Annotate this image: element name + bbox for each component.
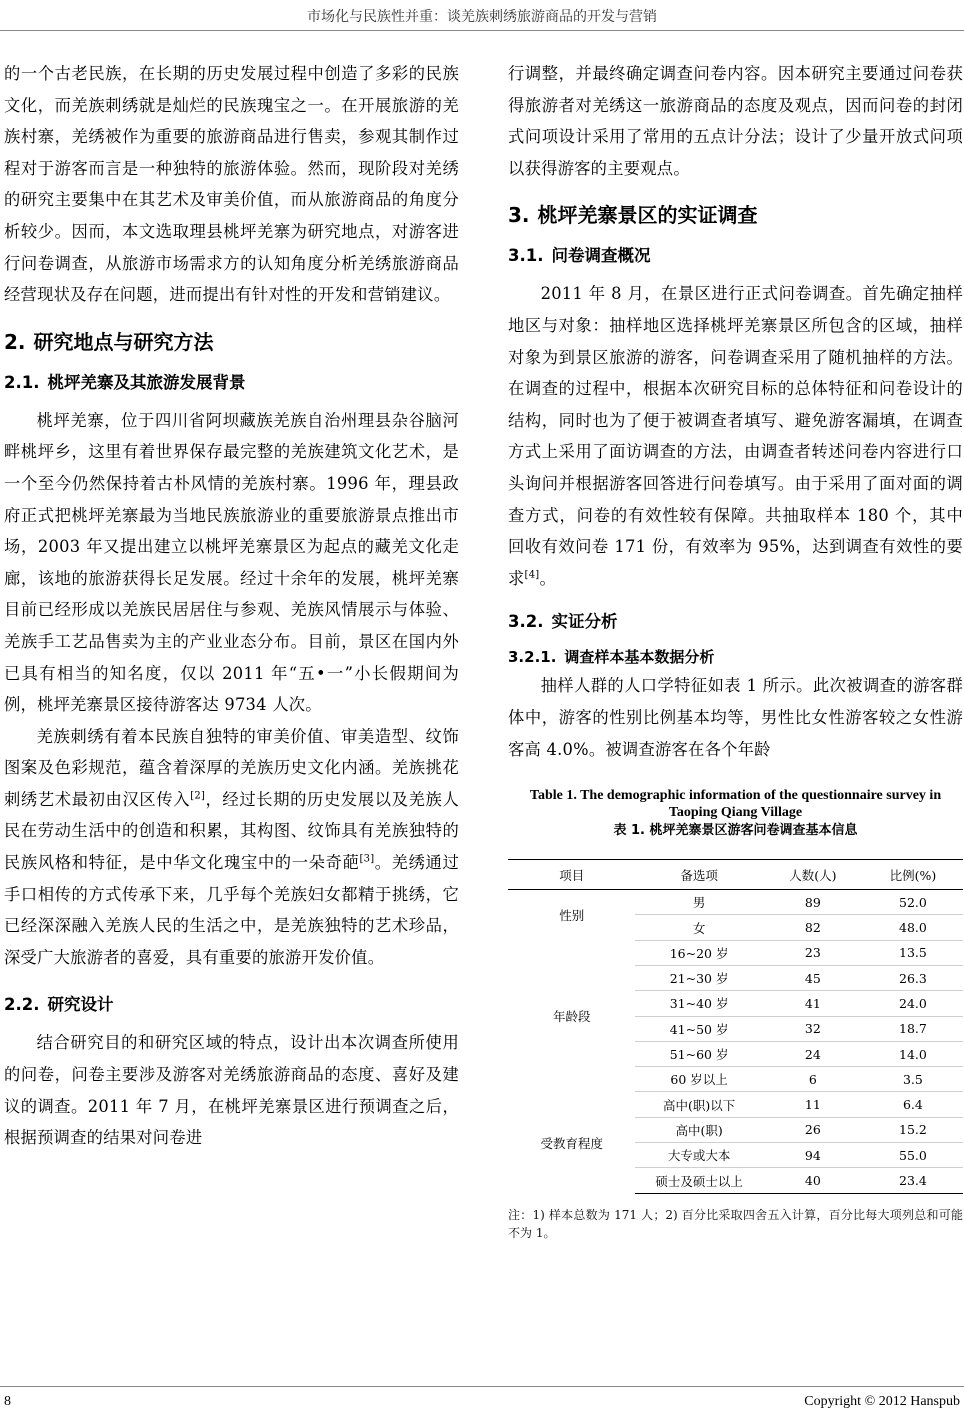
citation-4[interactable]: [4] xyxy=(524,569,540,581)
page-number: 8 xyxy=(4,1394,11,1409)
count-cell: 89 xyxy=(763,890,863,915)
section-2-1-heading xyxy=(4,369,459,397)
table-body xyxy=(508,890,963,1194)
percent-cell: 18.7 xyxy=(863,1016,963,1041)
option-cell: 高中(职)以下 xyxy=(635,1092,762,1117)
text-span: 2011 年 8 月，在景区进行正式问卷调查。首先确定抽样地区与对象：抽样地区选择桃坪羌寨景区所包含的区域，抽样对象为到景区旅游的游客，问卷调查采用了随机抽样的方法。在调查的过程中，根据本次研究目标的总体特征和问卷设计的结构，同时也为了便于被调查者填写、避免游客漏填，在调查方式上采用了面访调查的方法，由调查者转述问卷内容进行口头询问并根据游客回答进行问卷填写。由于采用了面对面的调查方式，问卷的有效性较有保障。共抽取样本 180 个，其中回收有效问卷 171 份，有效率为 95%，达到调查有效性的要求 xyxy=(508,284,963,588)
copyright-notice: Copyright © 2012 Hanspub xyxy=(804,1394,960,1409)
percent-cell: 55.0 xyxy=(863,1143,963,1168)
section-3-2-1-number: 3.2.1. xyxy=(508,648,557,667)
header-divider xyxy=(0,30,964,31)
section-2-2-number: 2.2. xyxy=(4,995,40,1015)
count-cell: 82 xyxy=(763,915,863,940)
percent-cell: 13.5 xyxy=(863,940,963,965)
section-3-1-title: 问卷调查概况 xyxy=(551,246,651,266)
table-header-row xyxy=(508,860,963,890)
count-cell: 26 xyxy=(763,1117,863,1142)
table-note: 注：1) 样本总数为 171 人；2) 百分比采取四舍五入计算，百分比每大项列总和可能不为 1。 xyxy=(508,1207,963,1240)
section-2-1-number: 2.1. xyxy=(4,372,40,392)
intro-paragraph: 的一个古老民族，在长期的历史发展过程中创造了多彩的民族文化，而羌族刺绣就是灿烂的民族瑰宝之一。在开展旅游的羌族村寨，羌绣被作为重要的旅游商品进行售卖，参观其制作过程对于游客而言是一种独特的旅游体验。然而，现阶段对羌绣的研究主要集中在其艺术及审美价值，而从旅游商品的角度分析较少。因而，本文选取理县桃坪羌寨为研究地点，对游客进行问卷调查，从旅游市场需求方的认知角度分析羌绣旅游商品经营现状及存在问题，进而提出有针对性的开发和营销建议。 xyxy=(4,64,459,305)
count-cell: 40 xyxy=(763,1168,863,1193)
percent-cell: 3.5 xyxy=(863,1067,963,1092)
footer-divider xyxy=(0,1386,964,1387)
option-cell: 21~30 岁 xyxy=(635,965,762,990)
column-header-item: 项目 xyxy=(508,860,635,890)
count-cell: 24 xyxy=(763,1041,863,1066)
count-cell: 32 xyxy=(763,1016,863,1041)
section-3-2-number: 3.2. xyxy=(508,612,544,632)
text-span: 羌族刺绣有着本民族自独特的审美价值、审美造型、纹饰图案及色彩规范，蕴含着深厚的羌族历史文化内涵。羌族挑花刺绣艺术最初由汉区传入 xyxy=(4,726,459,809)
section-3-1-number: 3.1. xyxy=(508,246,544,266)
citation-3[interactable]: [3] xyxy=(359,853,375,865)
group-label: 受教育程度 xyxy=(508,1092,635,1193)
section-3-number: 3. xyxy=(508,203,530,228)
percent-cell: 6.4 xyxy=(863,1092,963,1117)
section-2-2-title: 研究设计 xyxy=(47,995,114,1015)
right-column xyxy=(508,58,963,1378)
text-span: 。 xyxy=(539,568,557,588)
percent-cell: 48.0 xyxy=(863,915,963,940)
count-cell: 11 xyxy=(763,1092,863,1117)
section-3-1-heading xyxy=(508,242,963,270)
count-cell: 94 xyxy=(763,1143,863,1168)
group-label: 性别 xyxy=(508,890,635,941)
continued-paragraph: 行调整，并最终确定调查问卷内容。因本研究主要通过问卷获得旅游者对羌绣这一旅游商品的态度及观点，因而问卷的封闭式问项设计采用了常用的五点计分法；设计了少量开放式问项以获得游客的主要观点。 xyxy=(508,64,963,178)
table-caption-chinese: 表 1. 桃坪羌寨景区游客问卷调查基本信息 xyxy=(613,823,858,839)
column-header-count: 人数(人) xyxy=(763,860,863,890)
option-cell: 31~40 岁 xyxy=(635,991,762,1016)
section-2-1-title: 桃坪羌寨及其旅游发展背景 xyxy=(47,372,246,392)
section-2-title: 研究地点与研究方法 xyxy=(33,329,214,354)
count-cell: 45 xyxy=(763,965,863,990)
option-cell: 硕士及硕士以上 xyxy=(635,1168,762,1193)
option-cell: 男 xyxy=(635,890,762,915)
count-cell: 23 xyxy=(763,940,863,965)
section-2-heading xyxy=(4,327,459,357)
qiang-embroidery-paragraph xyxy=(4,721,459,974)
percent-cell: 24.0 xyxy=(863,991,963,1016)
option-cell: 16~20 岁 xyxy=(635,940,762,965)
option-cell: 高中(职) xyxy=(635,1117,762,1142)
section-3-2-heading xyxy=(508,608,963,636)
running-header: 市场化与民族性并重：谈羌族刺绣旅游商品的开发与营销 xyxy=(307,9,657,25)
count-cell: 6 xyxy=(763,1067,863,1092)
table-row xyxy=(508,890,963,915)
percent-cell: 52.0 xyxy=(863,890,963,915)
text-span: 。羌绣通过手口相传的方式传承下来，几乎每个羌族妇女都精于挑绣，它已经深深融入羌族人民的生活之中，是羌族独特的艺术珍品，深受广大旅游者的喜爱，具有重要的旅游开发价值。 xyxy=(4,853,459,967)
percent-cell: 26.3 xyxy=(863,965,963,990)
column-header-option: 备选项 xyxy=(635,860,762,890)
percent-cell: 14.0 xyxy=(863,1041,963,1066)
section-3-title: 桃坪羌寨景区的实证调查 xyxy=(537,203,758,228)
taoping-background-paragraph: 桃坪羌寨，位于四川省阿坝藏族羌族自治州理县杂谷脑河畔桃坪乡，这里有着世界保存最完整的羌族建筑文化艺术，是一个至今仍然保持着古朴风情的羌族村寨。1996 年，理县政府正式把桃坪羌寨最为当地民族旅游业的重要旅游景点推出市场，2003 年又提出建立以桃坪羌寨景区为起点的藏羌文化走廊，该地的旅游获得长足发展。经过十余年的发展，桃坪羌寨目前已经形成以羌族民居居住与参观、羌族风情展示与体验、羌族手工艺品售卖为主的产业业态分布。目前，景区在国内外已具有相当的知名度，仅以 2011 年“五•一”小长假期间为例，桃坪羌寨景区接待游客达 9734 人次。 xyxy=(4,410,459,715)
research-design-paragraph: 结合研究目的和研究区域的特点，设计出本次调查所使用的问卷，问卷主要涉及游客对羌绣旅游商品的态度、喜好及建议的调查。2011 年 7 月，在桃坪羌寨景区进行预调查之后，根据预调查的结果对问卷进 xyxy=(4,1033,459,1148)
citation-2[interactable]: [2] xyxy=(190,790,206,802)
column-header-percent: 比例(%) xyxy=(863,860,963,890)
percent-cell: 15.2 xyxy=(863,1117,963,1142)
sample-analysis-paragraph: 抽样人群的人口学特征如表 1 所示。此次被调查的游客群体中，游客的性别比例基本均等，男性比女性游客较之女性游客高 4.0%。被调查游客在各个年龄 xyxy=(508,676,963,759)
table-1 xyxy=(508,787,963,1242)
section-2-number: 2. xyxy=(4,329,26,354)
percent-cell: 23.4 xyxy=(863,1168,963,1193)
option-cell: 51~60 岁 xyxy=(635,1041,762,1066)
section-3-2-1-heading xyxy=(508,644,963,670)
option-cell: 41~50 岁 xyxy=(635,1016,762,1041)
count-cell: 41 xyxy=(763,991,863,1016)
text-span: ，经过长期的历史发展以及羌族人民在劳动生活中的创造和积累，其构图、纹饰具有羌族独特的民族风格和特征，是中华文化瑰宝中的一朵奇葩 xyxy=(4,789,459,873)
table-row xyxy=(508,940,963,965)
section-3-2-title: 实证分析 xyxy=(551,612,618,632)
option-cell: 60 岁以上 xyxy=(635,1067,762,1092)
option-cell: 女 xyxy=(635,915,762,940)
demographic-table xyxy=(508,859,963,1194)
section-2-2-heading xyxy=(4,991,459,1019)
table-caption-english: Table 1. The demographic information of the questionnaire survey in Taoping Qiang Village xyxy=(529,788,942,821)
group-label: 年龄段 xyxy=(508,940,635,1092)
left-column xyxy=(4,58,459,1378)
section-3-heading xyxy=(508,200,963,230)
option-cell: 大专或大本 xyxy=(635,1143,762,1168)
table-row xyxy=(508,1092,963,1117)
section-3-2-1-title: 调查样本基本数据分析 xyxy=(564,648,715,667)
survey-overview-paragraph xyxy=(508,278,963,594)
